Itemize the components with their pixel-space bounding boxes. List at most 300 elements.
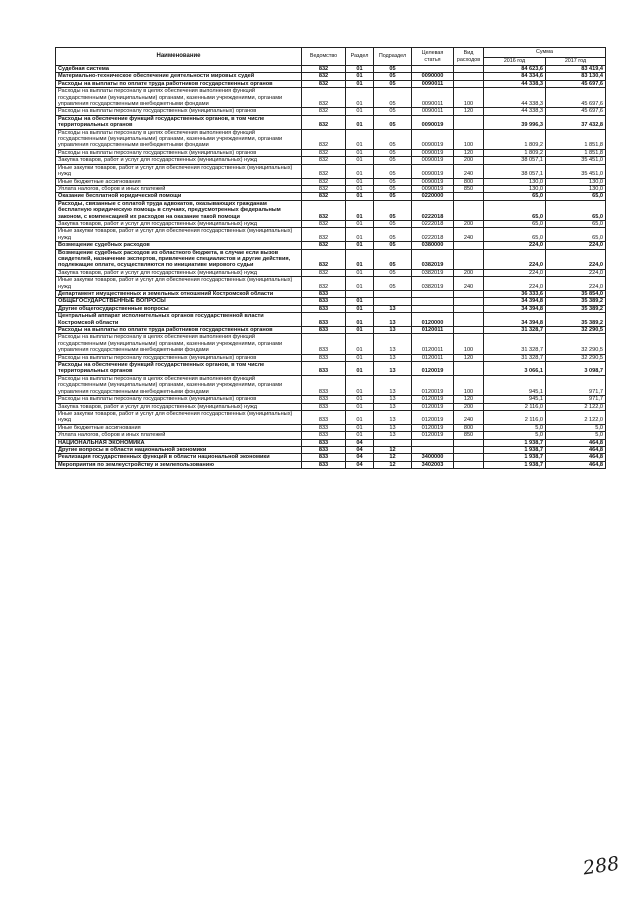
row-vid-cell: 240 xyxy=(454,164,484,178)
row-sum-2016-cell: 31 328,7 xyxy=(484,334,546,354)
row-statya-cell: 0120019 xyxy=(412,375,454,395)
row-name-cell: Расходы на выплаты по оплате труда работников государственных органов xyxy=(56,327,302,334)
table-row xyxy=(56,200,606,220)
row-razdel-cell: 01 xyxy=(346,249,374,269)
row-razdel-cell: 04 xyxy=(346,461,374,468)
row-sum-2017-cell: 65,0 xyxy=(546,193,606,200)
row-name-cell: Расходы на выплаты персоналу в целях обеспечения выполнения функций государственными (муниципальными) органами, казенными учреждениями, органами управления государственными внебюджетными фондами xyxy=(56,129,302,149)
row-vid-cell xyxy=(454,298,484,305)
row-sum-2017-cell: 1 851,8 xyxy=(546,129,606,149)
row-name-cell: Уплата налогов, сборов и иных платежей xyxy=(56,432,302,439)
row-razdel-cell: 01 xyxy=(346,193,374,200)
row-sum-2016-cell: 1 938,7 xyxy=(484,446,546,453)
row-podrazdel-cell: 05 xyxy=(374,178,412,185)
row-sum-2017-cell: 83 130,4 xyxy=(546,73,606,80)
row-vedomstvo-cell: 832 xyxy=(302,108,346,115)
row-vid-cell: 200 xyxy=(454,220,484,227)
row-vid-cell: 100 xyxy=(454,375,484,395)
row-statya-cell: 0090019 xyxy=(412,178,454,185)
row-sum-2016-cell: 39 996,3 xyxy=(484,115,546,129)
header-vedomstvo: Ведомство xyxy=(302,48,346,66)
row-statya-cell xyxy=(412,305,454,312)
row-vedomstvo-cell: 833 xyxy=(302,396,346,403)
row-sum-2016-cell: 945,1 xyxy=(484,375,546,395)
row-sum-2016-cell: 224,0 xyxy=(484,277,546,291)
row-sum-2017-cell: 1 851,8 xyxy=(546,149,606,156)
row-name-cell: ОБЩЕГОСУДАРСТВЕННЫЕ ВОПРОСЫ xyxy=(56,298,302,305)
table-body xyxy=(56,66,606,469)
row-sum-2016-cell: 2 116,0 xyxy=(484,403,546,410)
row-sum-2016-cell: 224,0 xyxy=(484,269,546,276)
row-vedomstvo-cell: 832 xyxy=(302,185,346,192)
row-statya-cell: 0120019 xyxy=(412,410,454,424)
table-row xyxy=(56,277,606,291)
row-vid-cell: 120 xyxy=(454,149,484,156)
row-name-cell: Расходы на выплаты персоналу в целях обеспечения выполнения функций государственными (муниципальными) органами, казенными учреждениями, органами управления государственными внебюджетными фондами xyxy=(56,334,302,354)
row-name-cell: Центральный аппарат исполнительных органов государственной власти Костромской области xyxy=(56,313,302,327)
row-vedomstvo-cell: 832 xyxy=(302,164,346,178)
row-razdel-cell: 01 xyxy=(346,108,374,115)
table-row xyxy=(56,115,606,129)
row-razdel-cell: 01 xyxy=(346,298,374,305)
row-sum-2016-cell: 224,0 xyxy=(484,242,546,249)
header-vid-raskhodov: Вид расходов xyxy=(454,48,484,66)
row-sum-2016-cell: 31 328,7 xyxy=(484,327,546,334)
row-podrazdel-cell xyxy=(374,291,412,298)
row-sum-2017-cell: 464,8 xyxy=(546,454,606,461)
table-row xyxy=(56,193,606,200)
row-name-cell: Другие общегосударственные вопросы xyxy=(56,305,302,312)
row-razdel-cell: 01 xyxy=(346,66,374,73)
row-statya-cell xyxy=(412,66,454,73)
row-podrazdel-cell: 12 xyxy=(374,446,412,453)
row-vedomstvo-cell: 832 xyxy=(302,200,346,220)
row-vid-cell: 240 xyxy=(454,277,484,291)
row-statya-cell: 3402003 xyxy=(412,461,454,468)
row-sum-2017-cell: 45 697,6 xyxy=(546,80,606,87)
row-razdel-cell: 04 xyxy=(346,454,374,461)
row-vid-cell xyxy=(454,305,484,312)
row-vedomstvo-cell: 833 xyxy=(302,461,346,468)
row-vedomstvo-cell: 832 xyxy=(302,277,346,291)
row-vedomstvo-cell: 832 xyxy=(302,115,346,129)
row-name-cell: Иные закупки товаров, работ и услуг для обеспечения государственных (муниципальных) нужд xyxy=(56,164,302,178)
row-statya-cell: 0090011 xyxy=(412,88,454,108)
row-sum-2016-cell: 1 938,7 xyxy=(484,454,546,461)
row-sum-2016-cell: 130,0 xyxy=(484,178,546,185)
row-vid-cell xyxy=(454,291,484,298)
row-sum-2016-cell: 38 057,1 xyxy=(484,164,546,178)
row-sum-2016-cell: 3 066,1 xyxy=(484,362,546,376)
table-row xyxy=(56,305,606,312)
row-podrazdel-cell: 13 xyxy=(374,375,412,395)
row-razdel-cell: 04 xyxy=(346,439,374,446)
table-row xyxy=(56,88,606,108)
row-vedomstvo-cell: 833 xyxy=(302,362,346,376)
table-row xyxy=(56,108,606,115)
table-row xyxy=(56,375,606,395)
row-statya-cell: 0382019 xyxy=(412,249,454,269)
row-sum-2016-cell: 36 333,6 xyxy=(484,291,546,298)
row-podrazdel-cell: 13 xyxy=(374,403,412,410)
row-name-cell: Закупка товаров, работ и услуг для государственных (муниципальных) нужд xyxy=(56,157,302,164)
row-vid-cell: 800 xyxy=(454,424,484,431)
row-name-cell: Иные закупки товаров, работ и услуг для обеспечения государственных (муниципальных) нужд xyxy=(56,277,302,291)
row-statya-cell xyxy=(412,291,454,298)
row-sum-2017-cell: 2 122,0 xyxy=(546,403,606,410)
row-sum-2017-cell: 3 098,7 xyxy=(546,362,606,376)
row-name-cell: Расходы на обеспечение функций государственных органов, в том числе территориальных органов xyxy=(56,362,302,376)
row-sum-2017-cell: 5,0 xyxy=(546,424,606,431)
row-razdel-cell: 01 xyxy=(346,149,374,156)
row-vid-cell xyxy=(454,327,484,334)
row-name-cell: Другие вопросы в области национальной экономики xyxy=(56,446,302,453)
table-row xyxy=(56,185,606,192)
row-statya-cell: 0120011 xyxy=(412,354,454,361)
row-sum-2017-cell: 971,7 xyxy=(546,396,606,403)
row-sum-2016-cell: 5,0 xyxy=(484,424,546,431)
header-name: Наименование xyxy=(56,48,302,66)
table-row xyxy=(56,157,606,164)
row-podrazdel-cell: 05 xyxy=(374,200,412,220)
table-row xyxy=(56,327,606,334)
row-sum-2017-cell: 35 451,0 xyxy=(546,157,606,164)
row-vid-cell xyxy=(454,454,484,461)
row-vedomstvo-cell: 832 xyxy=(302,242,346,249)
header-razdel: Раздел xyxy=(346,48,374,66)
row-name-cell: Расходы, связанные с оплатой труда адвокатов, оказывающих гражданам бесплатную юридическую помощь в случаях, предусмотренных федеральным законом, с компенсацией их расходов на оказание такой помощи xyxy=(56,200,302,220)
row-sum-2017-cell: 464,8 xyxy=(546,461,606,468)
row-razdel-cell: 01 xyxy=(346,164,374,178)
row-sum-2017-cell: 35 451,0 xyxy=(546,164,606,178)
row-statya-cell: 0090019 xyxy=(412,164,454,178)
header-row xyxy=(56,48,606,58)
row-vedomstvo-cell: 832 xyxy=(302,88,346,108)
row-vid-cell: 800 xyxy=(454,178,484,185)
row-sum-2017-cell: 45 697,6 xyxy=(546,88,606,108)
row-razdel-cell: 01 xyxy=(346,185,374,192)
row-vid-cell: 200 xyxy=(454,403,484,410)
row-sum-2017-cell: 45 697,6 xyxy=(546,108,606,115)
row-razdel-cell xyxy=(346,291,374,298)
table-row xyxy=(56,178,606,185)
row-vedomstvo-cell: 833 xyxy=(302,439,346,446)
row-statya-cell: 0222018 xyxy=(412,220,454,227)
row-sum-2016-cell: 1 938,7 xyxy=(484,461,546,468)
row-statya-cell: 0222018 xyxy=(412,200,454,220)
row-name-cell: Закупка товаров, работ и услуг для государственных (муниципальных) нужд xyxy=(56,220,302,227)
header-year-2016: 2016 год xyxy=(484,58,546,66)
row-vid-cell xyxy=(454,80,484,87)
row-sum-2016-cell: 34 394,8 xyxy=(484,305,546,312)
row-podrazdel-cell: 05 xyxy=(374,164,412,178)
row-name-cell: Реализация государственных функций в области национальной экономики xyxy=(56,454,302,461)
row-vid-cell: 240 xyxy=(454,228,484,242)
row-vedomstvo-cell: 832 xyxy=(302,66,346,73)
row-podrazdel-cell: 12 xyxy=(374,454,412,461)
row-vid-cell xyxy=(454,313,484,327)
row-vedomstvo-cell: 833 xyxy=(302,410,346,424)
row-vedomstvo-cell: 833 xyxy=(302,298,346,305)
row-razdel-cell: 01 xyxy=(346,269,374,276)
row-podrazdel-cell: 13 xyxy=(374,410,412,424)
row-sum-2017-cell: 224,0 xyxy=(546,277,606,291)
row-sum-2016-cell: 31 328,7 xyxy=(484,354,546,361)
row-razdel-cell: 01 xyxy=(346,410,374,424)
table-row xyxy=(56,269,606,276)
row-name-cell: Расходы на выплаты персоналу государственных (муниципальных) органов xyxy=(56,396,302,403)
row-name-cell: Материально-техническое обеспечение деятельности мировых судей xyxy=(56,73,302,80)
row-razdel-cell: 01 xyxy=(346,305,374,312)
row-sum-2016-cell: 38 057,1 xyxy=(484,157,546,164)
row-name-cell: Мероприятия по землеустройству и землепользованию xyxy=(56,461,302,468)
row-podrazdel-cell: 05 xyxy=(374,129,412,149)
row-sum-2016-cell: 44 338,3 xyxy=(484,88,546,108)
row-statya-cell: 0120019 xyxy=(412,424,454,431)
row-vid-cell: 200 xyxy=(454,157,484,164)
table-row xyxy=(56,334,606,354)
row-podrazdel-cell: 05 xyxy=(374,73,412,80)
row-sum-2016-cell: 130,0 xyxy=(484,185,546,192)
row-razdel-cell: 01 xyxy=(346,129,374,149)
row-razdel-cell: 01 xyxy=(346,88,374,108)
row-name-cell: Судебная система xyxy=(56,66,302,73)
row-statya-cell: 0220000 xyxy=(412,193,454,200)
row-razdel-cell: 01 xyxy=(346,157,374,164)
row-statya-cell xyxy=(412,298,454,305)
row-sum-2016-cell: 84 623,6 xyxy=(484,66,546,73)
row-podrazdel-cell: 05 xyxy=(374,149,412,156)
table-row xyxy=(56,432,606,439)
row-sum-2017-cell: 32 290,5 xyxy=(546,334,606,354)
row-sum-2017-cell: 971,7 xyxy=(546,375,606,395)
row-vedomstvo-cell: 832 xyxy=(302,149,346,156)
row-vid-cell: 850 xyxy=(454,185,484,192)
row-statya-cell: 0090019 xyxy=(412,185,454,192)
row-name-cell: Уплата налогов, сборов и иных платежей xyxy=(56,185,302,192)
row-vedomstvo-cell: 833 xyxy=(302,327,346,334)
row-name-cell: НАЦИОНАЛЬНАЯ ЭКОНОМИКА xyxy=(56,439,302,446)
row-podrazdel-cell: 05 xyxy=(374,277,412,291)
table-row xyxy=(56,354,606,361)
table-row xyxy=(56,461,606,468)
row-vedomstvo-cell: 832 xyxy=(302,249,346,269)
row-statya-cell: 0090019 xyxy=(412,129,454,149)
row-sum-2016-cell: 44 338,3 xyxy=(484,80,546,87)
row-podrazdel-cell: 12 xyxy=(374,461,412,468)
row-razdel-cell: 01 xyxy=(346,178,374,185)
row-vid-cell: 100 xyxy=(454,129,484,149)
table-row xyxy=(56,242,606,249)
row-statya-cell: 0090019 xyxy=(412,115,454,129)
row-podrazdel-cell: 05 xyxy=(374,269,412,276)
row-vid-cell xyxy=(454,242,484,249)
row-razdel-cell: 04 xyxy=(346,446,374,453)
row-vedomstvo-cell: 833 xyxy=(302,305,346,312)
row-podrazdel-cell: 05 xyxy=(374,228,412,242)
row-sum-2017-cell: 32 290,5 xyxy=(546,354,606,361)
row-razdel-cell: 01 xyxy=(346,242,374,249)
row-vid-cell xyxy=(454,362,484,376)
row-name-cell: Департамент имущественных и земельных отношений Костромской области xyxy=(56,291,302,298)
row-statya-cell: 0120011 xyxy=(412,327,454,334)
table-row xyxy=(56,313,606,327)
row-vedomstvo-cell: 832 xyxy=(302,157,346,164)
row-razdel-cell: 01 xyxy=(346,432,374,439)
row-vedomstvo-cell: 832 xyxy=(302,73,346,80)
row-sum-2016-cell: 65,0 xyxy=(484,228,546,242)
row-vid-cell xyxy=(454,446,484,453)
table-row xyxy=(56,249,606,269)
row-name-cell: Расходы на выплаты персоналу государственных (муниципальных) органов xyxy=(56,108,302,115)
row-razdel-cell: 01 xyxy=(346,200,374,220)
row-sum-2017-cell: 464,8 xyxy=(546,446,606,453)
row-sum-2016-cell: 44 338,3 xyxy=(484,108,546,115)
row-sum-2016-cell: 65,0 xyxy=(484,193,546,200)
row-sum-2017-cell: 65,0 xyxy=(546,200,606,220)
row-name-cell: Иные закупки товаров, работ и услуг для обеспечения государственных (муниципальных) нужд xyxy=(56,228,302,242)
row-name-cell: Расходы на выплаты персоналу государственных (муниципальных) органов xyxy=(56,149,302,156)
row-vedomstvo-cell: 832 xyxy=(302,220,346,227)
row-sum-2016-cell: 1 809,2 xyxy=(484,129,546,149)
row-vid-cell xyxy=(454,249,484,269)
row-sum-2017-cell: 35 854,0 xyxy=(546,291,606,298)
row-statya-cell: 0120019 xyxy=(412,362,454,376)
row-vedomstvo-cell: 832 xyxy=(302,178,346,185)
row-vid-cell xyxy=(454,66,484,73)
row-sum-2017-cell: 224,0 xyxy=(546,242,606,249)
row-vedomstvo-cell: 833 xyxy=(302,432,346,439)
row-razdel-cell: 01 xyxy=(346,220,374,227)
row-podrazdel-cell: 05 xyxy=(374,242,412,249)
row-name-cell: Расходы на обеспечение функций государственных органов, в том числе территориальных органов xyxy=(56,115,302,129)
row-vedomstvo-cell: 833 xyxy=(302,354,346,361)
header-podrazdel: Подраздел xyxy=(374,48,412,66)
row-podrazdel-cell: 13 xyxy=(374,432,412,439)
row-razdel-cell: 01 xyxy=(346,228,374,242)
row-sum-2016-cell: 34 394,8 xyxy=(484,298,546,305)
row-statya-cell: 0380000 xyxy=(412,242,454,249)
row-vedomstvo-cell: 832 xyxy=(302,228,346,242)
row-name-cell: Возмещение судебных расходов xyxy=(56,242,302,249)
row-name-cell: Иные бюджетные ассигнования xyxy=(56,424,302,431)
row-statya-cell: 0382019 xyxy=(412,269,454,276)
row-statya-cell: 0120011 xyxy=(412,334,454,354)
row-podrazdel-cell: 05 xyxy=(374,80,412,87)
row-statya-cell: 0090019 xyxy=(412,149,454,156)
header-year-2017: 2017 год xyxy=(546,58,606,66)
row-vid-cell: 120 xyxy=(454,354,484,361)
row-sum-2017-cell: 224,0 xyxy=(546,249,606,269)
row-vedomstvo-cell: 832 xyxy=(302,129,346,149)
row-statya-cell xyxy=(412,439,454,446)
row-sum-2016-cell: 2 116,0 xyxy=(484,410,546,424)
handwritten-page-number: 288 xyxy=(581,852,621,880)
row-statya-cell: 3400000 xyxy=(412,454,454,461)
row-statya-cell: 0120000 xyxy=(412,313,454,327)
row-sum-2016-cell: 34 394,8 xyxy=(484,313,546,327)
row-sum-2017-cell: 2 122,0 xyxy=(546,410,606,424)
row-statya-cell: 0222018 xyxy=(412,228,454,242)
row-podrazdel-cell: 13 xyxy=(374,424,412,431)
row-sum-2017-cell: 35 389,2 xyxy=(546,305,606,312)
row-vid-cell xyxy=(454,193,484,200)
row-sum-2017-cell: 130,0 xyxy=(546,178,606,185)
row-razdel-cell: 01 xyxy=(346,327,374,334)
row-name-cell: Иные закупки товаров, работ и услуг для обеспечения государственных (муниципальных) нужд xyxy=(56,410,302,424)
row-vedomstvo-cell: 833 xyxy=(302,424,346,431)
row-statya-cell: 0090011 xyxy=(412,108,454,115)
row-podrazdel-cell: 05 xyxy=(374,108,412,115)
row-razdel-cell: 01 xyxy=(346,277,374,291)
row-statya-cell xyxy=(412,446,454,453)
row-podrazdel-cell: 05 xyxy=(374,249,412,269)
table-row xyxy=(56,66,606,73)
row-sum-2017-cell: 224,0 xyxy=(546,269,606,276)
row-statya-cell: 0090011 xyxy=(412,80,454,87)
row-vedomstvo-cell: 833 xyxy=(302,446,346,453)
row-vedomstvo-cell: 833 xyxy=(302,291,346,298)
row-name-cell: Закупка товаров, работ и услуг для государственных (муниципальных) нужд xyxy=(56,269,302,276)
row-sum-2017-cell: 37 432,8 xyxy=(546,115,606,129)
row-razdel-cell: 01 xyxy=(346,80,374,87)
row-sum-2017-cell: 32 290,5 xyxy=(546,327,606,334)
row-podrazdel-cell: 05 xyxy=(374,66,412,73)
row-vid-cell: 120 xyxy=(454,396,484,403)
table-row xyxy=(56,454,606,461)
row-sum-2016-cell: 65,0 xyxy=(484,220,546,227)
row-vid-cell xyxy=(454,461,484,468)
row-podrazdel-cell: 05 xyxy=(374,115,412,129)
row-vid-cell: 240 xyxy=(454,410,484,424)
row-razdel-cell: 01 xyxy=(346,73,374,80)
row-razdel-cell: 01 xyxy=(346,334,374,354)
row-podrazdel-cell: 05 xyxy=(374,88,412,108)
row-vedomstvo-cell: 832 xyxy=(302,269,346,276)
row-podrazdel-cell: 05 xyxy=(374,220,412,227)
table-row xyxy=(56,396,606,403)
row-vid-cell: 200 xyxy=(454,269,484,276)
row-sum-2017-cell: 130,0 xyxy=(546,185,606,192)
row-name-cell: Оказание бесплатной юридической помощи xyxy=(56,193,302,200)
row-statya-cell: 0090000 xyxy=(412,73,454,80)
row-sum-2017-cell: 464,8 xyxy=(546,439,606,446)
row-razdel-cell: 01 xyxy=(346,396,374,403)
table-row xyxy=(56,80,606,87)
row-podrazdel-cell: 13 xyxy=(374,327,412,334)
table-row xyxy=(56,164,606,178)
row-podrazdel-cell: 05 xyxy=(374,157,412,164)
header-summa: Сумма xyxy=(484,48,606,58)
row-razdel-cell: 01 xyxy=(346,313,374,327)
row-name-cell: Закупка товаров, работ и услуг для государственных (муниципальных) нужд xyxy=(56,403,302,410)
table-row xyxy=(56,228,606,242)
row-statya-cell: 0120019 xyxy=(412,403,454,410)
table-row xyxy=(56,439,606,446)
row-podrazdel-cell: 13 xyxy=(374,362,412,376)
row-statya-cell: 0382019 xyxy=(412,277,454,291)
row-podrazdel-cell: 05 xyxy=(374,193,412,200)
row-sum-2016-cell: 1 809,2 xyxy=(484,149,546,156)
table-row xyxy=(56,362,606,376)
row-sum-2016-cell: 84 334,6 xyxy=(484,73,546,80)
row-razdel-cell: 01 xyxy=(346,375,374,395)
row-vedomstvo-cell: 833 xyxy=(302,375,346,395)
row-podrazdel-cell: 13 xyxy=(374,305,412,312)
row-sum-2016-cell: 1 938,7 xyxy=(484,439,546,446)
table-row xyxy=(56,129,606,149)
table-row xyxy=(56,424,606,431)
